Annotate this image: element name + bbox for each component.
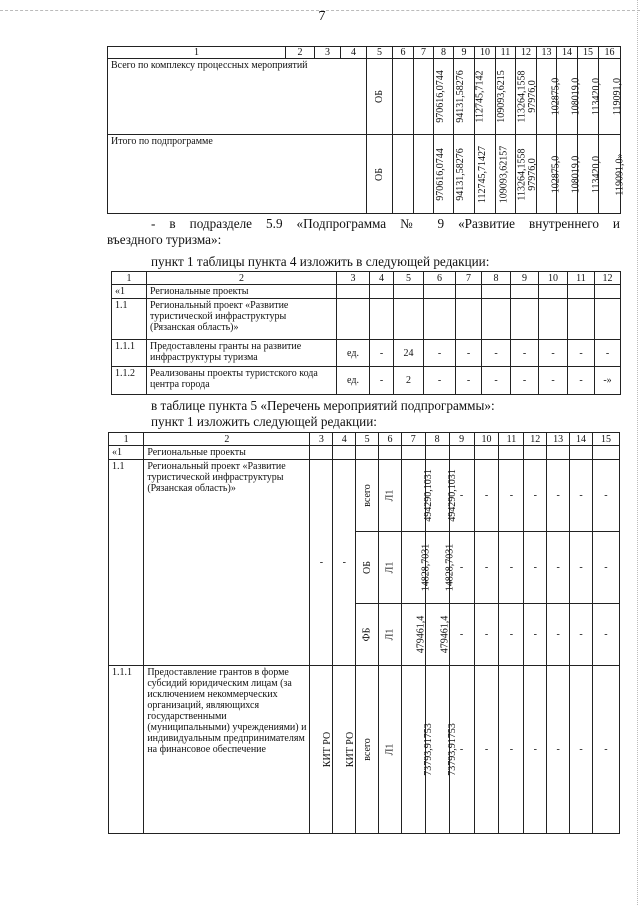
value-cell-text: 970616,0744 [434, 147, 446, 201]
paragraph-line-1: - в подразделе 5.9 «Подпрограмма № 9 «Развитие внутреннего и [151, 216, 620, 231]
column-header: 5 [356, 433, 379, 446]
paragraph-item-1-note: пункт 1 изложить следующей редакции: [151, 414, 377, 429]
dash-cell: - [474, 460, 499, 532]
funding-source-cell-text: ОБ [374, 90, 385, 103]
value-cell-text: 112745,7142 [474, 70, 486, 123]
column-header: 11 [496, 47, 516, 59]
dash-cell: - [499, 460, 524, 532]
dash-cell: - [524, 532, 547, 604]
value-cell [424, 285, 456, 299]
column-header: 10 [539, 272, 568, 285]
value-cell-text: 494290,1031 [422, 469, 434, 522]
value-cell [568, 285, 595, 299]
value-cell [401, 532, 432, 604]
code-cell-text: Л1 [384, 628, 396, 641]
value-cell [539, 299, 568, 340]
funding-source-cell-text: ОБ [361, 561, 373, 574]
dash-cell: - [547, 460, 570, 532]
dash-cell: - [449, 532, 474, 604]
row-number: 1.1.1 [109, 666, 144, 834]
table-measures [108, 432, 620, 834]
column-header: 9 [449, 433, 474, 446]
value-cell [370, 285, 394, 299]
row-label: Региональный проект «Развитие туристической инфраструктуры (Рязанская область)» [144, 460, 310, 666]
empty-cell [393, 135, 414, 214]
code-cell-text: Л1 [384, 561, 396, 574]
value-cell: -» [595, 367, 621, 395]
value-cell: - [482, 367, 511, 395]
column-header: 12 [516, 47, 537, 59]
value-cell-text: 108019,0 [570, 155, 582, 193]
row-label: Всего по комплексу процессных мероприятий [108, 59, 367, 135]
value-cell: 2 [394, 367, 424, 395]
executor-cell-text: КИТ РО [322, 731, 334, 768]
empty-cell [570, 446, 593, 460]
empty-cell [393, 59, 414, 135]
value-cell-text: 113264,1558 [516, 70, 528, 123]
participant-cell: - [333, 460, 356, 666]
code-cell-text: Л1 [384, 743, 396, 756]
empty-cell [401, 446, 425, 460]
column-header: 9 [511, 272, 539, 285]
value-cell [394, 299, 424, 340]
participant-cell [333, 666, 356, 834]
empty-cell [474, 446, 499, 460]
code-cell [379, 666, 402, 834]
value-cell: - [424, 340, 456, 367]
dash-cell: - [474, 666, 499, 834]
value-cell-text: 970616,0744 [434, 70, 446, 123]
paragraph-line-2: въездного туризма»: [107, 232, 222, 247]
column-header: 11 [499, 433, 524, 446]
column-header: 2 [286, 47, 315, 59]
column-header: 15 [592, 433, 619, 446]
funding-source-cell-text: всего [361, 738, 373, 761]
column-header: 8 [434, 47, 454, 59]
row-label: Предоставлены гранты на развитие инфраструктуры туризма [147, 340, 337, 367]
dash-cell: - [499, 604, 524, 666]
column-header: 16 [599, 47, 621, 59]
value-cell: - [511, 340, 539, 367]
column-header: 2 [147, 272, 337, 285]
value-cell-text: 119091,0 [612, 77, 624, 116]
column-header: 8 [482, 272, 511, 285]
column-header: 10 [474, 433, 499, 446]
value-cell [401, 604, 425, 666]
value-cell: - [370, 367, 394, 395]
value-cell: - [568, 340, 595, 367]
value-cell-text: 494290,1031 [446, 469, 458, 522]
column-header: 7 [414, 47, 434, 59]
value-cell [511, 285, 539, 299]
empty-cell [592, 446, 619, 460]
dash-cell: - [524, 666, 547, 834]
value-cell [482, 299, 511, 340]
column-header: 4 [333, 433, 356, 446]
value-cell-text: 94131,58276 [454, 70, 466, 123]
value-cell-text: 113420,0 [591, 155, 603, 193]
row-label: Региональные проекты [144, 446, 310, 460]
column-header: 3 [315, 47, 341, 59]
value-cell [595, 299, 621, 340]
value-cell: - [568, 367, 595, 395]
row-number: «1 [109, 446, 144, 460]
row-number: 1.1.1 [112, 340, 147, 367]
column-header: 8 [425, 433, 449, 446]
funding-source-cell-text: всего [361, 484, 373, 507]
value-cell-text: 97976,0 [526, 80, 538, 113]
row-number: «1 [112, 285, 147, 299]
table-subprogram-totals [107, 46, 626, 214]
column-header: 7 [401, 433, 425, 446]
executor-cell: - [310, 460, 333, 666]
value-cell [537, 135, 562, 214]
value-cell [337, 299, 370, 340]
funding-source-cell-text: ОБ [374, 167, 385, 181]
value-cell [456, 299, 482, 340]
row-number: 1.1 [112, 299, 147, 340]
value-cell: ед. [337, 340, 370, 367]
value-cell [370, 299, 394, 340]
column-header: 1 [108, 47, 286, 59]
value-cell [595, 285, 621, 299]
value-cell [425, 604, 449, 666]
paragraph-subsection-5-9 [107, 216, 620, 248]
dash-cell: - [547, 532, 570, 604]
scan-right-line [636, 0, 638, 905]
value-cell [424, 299, 456, 340]
row-label: Региональный проект «Развитие туристической инфраструктуры (Рязанская область)» [147, 299, 337, 340]
empty-cell [425, 446, 449, 460]
value-cell [539, 285, 568, 299]
row-label: Региональные проекты [147, 285, 337, 299]
empty-cell [524, 446, 547, 460]
column-header: 14 [570, 433, 593, 446]
value-cell-text: 94131,58276 [454, 147, 466, 201]
column-header: 1 [112, 272, 147, 285]
value-cell-text: 119091,0» [614, 152, 626, 196]
value-cell: - [456, 367, 482, 395]
value-cell-text: 108019,0 [570, 77, 582, 116]
dash-cell: - [570, 532, 593, 604]
funding-source-cell [356, 460, 379, 532]
column-header: 5 [394, 272, 424, 285]
value-cell [537, 59, 562, 135]
value-cell: - [456, 340, 482, 367]
dash-cell: - [547, 666, 570, 834]
column-header: 4 [341, 47, 367, 59]
value-cell-text: 14828,7031 [420, 543, 432, 592]
value-cell: - [424, 367, 456, 395]
column-header: 3 [337, 272, 370, 285]
dash-cell: - [570, 604, 593, 666]
table-indicators [111, 271, 621, 395]
value-cell [568, 299, 595, 340]
funding-source-cell [367, 135, 393, 214]
value-cell: 24 [394, 340, 424, 367]
value-cell [511, 299, 539, 340]
paragraph-table-4-note: пункт 1 таблицы пункта 4 изложить в следующей редакции: [151, 254, 490, 269]
participant-cell-text: КИТ РО [345, 731, 357, 768]
column-header: 7 [456, 272, 482, 285]
empty-cell [356, 446, 379, 460]
dash-cell: - [449, 460, 474, 532]
dash-cell: - [592, 666, 619, 834]
value-cell [414, 59, 446, 135]
row-number: 1.1.2 [112, 367, 147, 395]
value-cell-text: 479461,4 [415, 615, 427, 654]
column-header: 15 [578, 47, 599, 59]
empty-cell [449, 446, 474, 460]
funding-source-cell [367, 59, 393, 135]
funding-source-cell [356, 666, 379, 834]
dash-cell: - [592, 604, 619, 666]
column-header: 2 [144, 433, 310, 446]
value-cell [482, 285, 511, 299]
funding-source-cell [356, 604, 379, 666]
dash-cell: - [474, 604, 499, 666]
dash-cell: - [499, 532, 524, 604]
funding-source-cell [356, 532, 379, 604]
dash-cell: - [592, 460, 619, 532]
value-cell: - [370, 340, 394, 367]
dash-cell: - [524, 460, 547, 532]
funding-source-cell-text: ФБ [361, 627, 373, 642]
dash-cell: - [449, 604, 474, 666]
value-cell [337, 285, 370, 299]
empty-cell [547, 446, 570, 460]
column-header: 4 [370, 272, 394, 285]
empty-cell [379, 446, 402, 460]
dash-cell: - [449, 666, 474, 834]
empty-cell [333, 446, 356, 460]
value-cell: - [482, 340, 511, 367]
column-header: 5 [367, 47, 393, 59]
column-header: 3 [310, 433, 333, 446]
value-cell [394, 285, 424, 299]
row-label: Реализованы проекты туристского кода центра города [147, 367, 337, 395]
value-cell-text: 112745,71427 [477, 145, 489, 203]
value-cell-text: 113264,1558 [516, 147, 528, 201]
value-cell: - [539, 340, 568, 367]
dash-cell: - [474, 532, 499, 604]
column-header: 6 [379, 433, 402, 446]
column-header: 6 [393, 47, 414, 59]
row-label: Предоставление грантов в форме субсидий юридическим лицам (за исключением некоммерческих организаций, являющихся государственными (муниципальными) учреждениями) и индивидуальным предпринимателям на финансовое обеспечение [144, 666, 310, 834]
value-cell-text: 113420,0 [591, 77, 603, 116]
value-cell [401, 666, 434, 834]
paragraph-table-5-note: в таблице пункта 5 «Перечень мероприятий подпрограммы»: [151, 398, 495, 413]
value-cell-text: 97976,0 [526, 157, 538, 191]
dash-cell: - [547, 604, 570, 666]
value-cell: ед. [337, 367, 370, 395]
column-header: 13 [537, 47, 557, 59]
value-cell-text: 73793,91753 [446, 723, 458, 776]
code-cell [379, 532, 402, 604]
row-number: 1.1 [109, 460, 144, 666]
value-cell [414, 135, 446, 214]
value-cell-text: 109093,62157 [498, 145, 510, 203]
dash-cell: - [499, 666, 524, 834]
value-cell-text: 109093,6215 [495, 70, 507, 123]
column-header: 9 [454, 47, 475, 59]
column-header: 12 [524, 433, 547, 446]
empty-cell [310, 446, 333, 460]
value-cell [456, 285, 482, 299]
dash-cell: - [570, 460, 593, 532]
code-cell [379, 604, 402, 666]
value-cell-text: 14828,7031 [443, 543, 455, 592]
value-cell: - [511, 367, 539, 395]
code-cell [379, 460, 402, 532]
code-cell-text: Л1 [384, 489, 396, 502]
row-label: Итого по подпрограмме [108, 135, 367, 214]
dash-cell: - [570, 666, 593, 834]
column-header: 6 [424, 272, 456, 285]
column-header: 14 [557, 47, 578, 59]
value-cell-text: 102875,0 [550, 155, 562, 193]
value-cell: - [539, 367, 568, 395]
dash-cell: - [592, 532, 619, 604]
page-number: 7 [318, 9, 326, 24]
column-header: 10 [475, 47, 496, 59]
value-cell [401, 460, 434, 532]
value-cell-text: 102875,0 [550, 77, 562, 116]
empty-cell [499, 446, 524, 460]
value-cell: - [595, 340, 621, 367]
executor-cell [310, 666, 333, 834]
column-header: 1 [109, 433, 144, 446]
value-cell-text: 479461,4 [438, 615, 450, 654]
dash-cell: - [524, 604, 547, 666]
column-header: 13 [547, 433, 570, 446]
column-header: 11 [568, 272, 595, 285]
column-header: 12 [595, 272, 621, 285]
value-cell-text: 73793,91753 [422, 723, 434, 776]
